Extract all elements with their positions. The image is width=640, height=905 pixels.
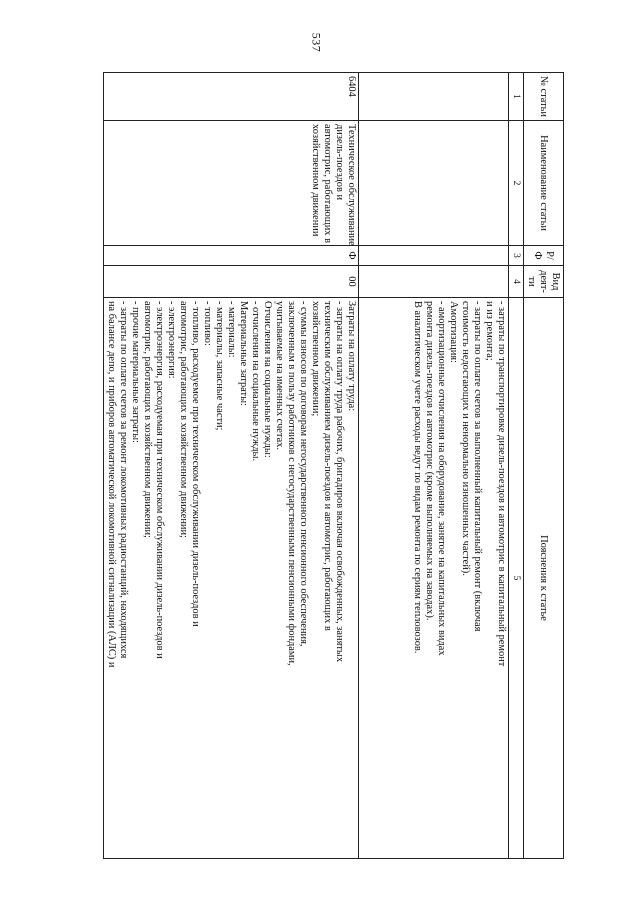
row2-explanations <box>104 298 359 859</box>
header-item-name: Наименование статьи <box>524 121 564 246</box>
explanation-line: - затраты на оплату труда рабочих, бригадиров включая освобожденных, занятых <box>334 301 345 663</box>
explanation-line: - амортизационные отчисления на оборудование, занятое на капитальных видах <box>436 301 447 656</box>
column-number-2: 2 <box>509 121 524 246</box>
explanation-line: Материальные затраты: <box>238 301 249 406</box>
explanation-line: техническим обслуживанием дизель-поездов и автомотрис, работающих в <box>322 301 333 631</box>
rotated-table-container <box>106 72 564 858</box>
page-number: 537 <box>309 32 324 53</box>
row2-name <box>104 121 359 246</box>
row2-activity: 00 <box>104 266 359 298</box>
explanation-line: учитываемые на именных счетах. <box>274 301 285 450</box>
explanation-line: - затраты по оплате счетов за выполненный капитальный ремонт (включая <box>472 301 483 632</box>
explanation-line: заключенным в пользу работников с негосударственными пенсионными фондами, <box>286 301 297 666</box>
explanation-line: автомотрис, работающих в хозяйственном движении; <box>142 301 153 538</box>
row1-explanations <box>359 298 509 859</box>
column-numbers-row <box>509 73 524 859</box>
header-rf: Р/ Ф <box>524 246 564 266</box>
explanation-line: автомотрис, работающих в хозяйственном движении; <box>178 301 189 538</box>
explanation-line: - материалы, запасные части; <box>214 301 225 431</box>
explanation-line: ремонта дизель-поездов и автомотрис (кроме выполняемых на заводах). <box>424 301 435 621</box>
row1-activity <box>359 266 509 298</box>
header-row <box>524 73 564 859</box>
explanation-line: - электроэнергия: <box>166 301 177 379</box>
header-explanations: Пояснения к статье <box>524 298 564 859</box>
row1-name <box>359 121 509 246</box>
row1-rf <box>359 246 509 266</box>
item-name-line: Техническое обслуживание <box>346 124 357 246</box>
explanation-line: на балансе депо, и приборов автоматической локомотивной сигнализации (АЛС) и <box>106 301 117 668</box>
explanation-line: - прочие материальные затраты: <box>130 301 141 443</box>
column-number-4: 4 <box>509 266 524 298</box>
table-row <box>359 73 509 859</box>
explanation-line: хозяйственном движении; <box>310 301 321 417</box>
row1-number <box>359 73 509 121</box>
item-name-line: автомотрис, работающих в <box>322 124 333 243</box>
explanation-line: - материалы: <box>226 301 237 358</box>
cost-items-table <box>103 72 564 859</box>
item-name-line: дизель-поездов и <box>334 124 345 201</box>
column-number-1: 1 <box>509 73 524 121</box>
explanation-line: - топливо, расходуемое при техническом обслуживании дизель-поездов и <box>190 301 201 627</box>
explanation-line: Отчисления на социальные нужды: <box>262 301 273 458</box>
column-number-5: 5 <box>509 298 524 859</box>
explanation-line: - затраты по оплате счетов за ремонт локомотивных радиостанций, находящихся <box>118 301 129 659</box>
explanation-line: Затраты на оплату труда: <box>346 301 357 412</box>
header-item-number: № статьи <box>524 73 564 121</box>
column-number-3: 3 <box>509 246 524 266</box>
explanation-line: - электроэнергия, расходуемая при техническом обслуживании дизель-поездов и <box>154 301 165 659</box>
table-row <box>104 73 359 859</box>
row2-rf: Ф <box>104 246 359 266</box>
explanation-line: Амортизация: <box>448 301 459 363</box>
header-activity-type: Вид деят-ти <box>524 266 564 298</box>
explanation-line: стоимость недостающих и ненормально изношенных частей). <box>460 301 471 576</box>
explanation-line: - топливо: <box>202 301 213 346</box>
row2-number: 6404 <box>104 73 359 121</box>
explanation-line: - отчисления на социальные нужды. <box>250 301 261 462</box>
explanation-line: - затраты по транспортировке дизель-поездов и автомотрис в капитальный ремонт <box>496 301 507 667</box>
explanation-line: и из ремонта; <box>484 301 495 361</box>
explanation-line: - суммы взносов по договорам негосударственного пенсионного обеспечения, <box>298 301 309 647</box>
item-name-line: хозяйственном движении <box>310 124 321 237</box>
explanation-line: В аналитическом учете расходы ведут по видам ремонта по сериям тепловозов. <box>412 301 423 654</box>
